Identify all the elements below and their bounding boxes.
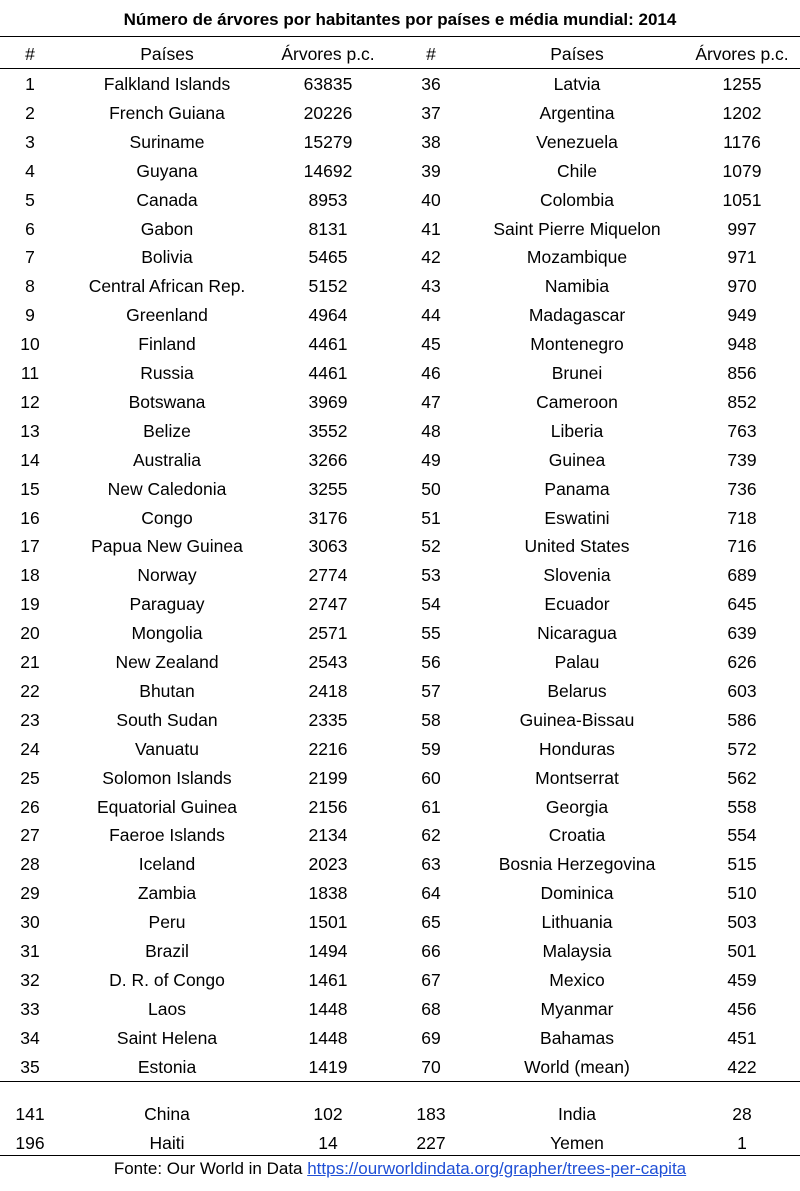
table-row [0, 70, 800, 98]
cell-country-left: Faeroe Islands [109, 825, 225, 846]
table-row [0, 590, 800, 618]
cell-country-right: United States [524, 536, 630, 557]
cell-trees-right: 718 [727, 507, 757, 528]
cell-trees-left: 3266 [308, 449, 348, 470]
source-footer [0, 1154, 800, 1184]
cell-trees-left: 8131 [308, 218, 348, 239]
cell-country-right: Georgia [545, 796, 609, 817]
cell-rank-left: 141 [15, 1104, 45, 1124]
cell-trees-right: 515 [727, 854, 757, 875]
cell-country-right: Belarus [547, 680, 607, 701]
cell-country-left: Peru [148, 912, 186, 933]
table-row [0, 619, 800, 647]
cell-rank-right: 69 [421, 1027, 441, 1048]
cell-rank-left: 17 [20, 536, 40, 557]
cell-country-left: Guyana [136, 160, 198, 181]
cell-rank-right: 41 [421, 218, 441, 239]
cell-country-left: Vanuatu [135, 738, 199, 759]
cell-rank-right: 63 [421, 854, 441, 875]
cell-country-left: Bhutan [139, 680, 195, 701]
cell-country-right: Madagascar [528, 305, 626, 326]
cell-rank-right: 49 [421, 449, 441, 470]
table-row [0, 561, 800, 589]
cell-trees-right: 970 [727, 276, 757, 297]
cell-rank-left: 26 [20, 796, 40, 817]
cell-country-left: Botswana [128, 391, 206, 412]
cell-trees-right: 554 [727, 825, 757, 846]
cell-trees-left: 14 [318, 1133, 338, 1153]
table-row [0, 388, 800, 416]
cell-country-left: D. R. of Congo [109, 969, 225, 990]
cell-country-right: Mexico [549, 969, 605, 990]
table-row [0, 793, 800, 821]
table-row [0, 504, 800, 532]
cell-rank-left: 23 [20, 709, 40, 730]
cell-rank-right: 46 [421, 363, 441, 383]
cell-rank-right: 36 [421, 74, 441, 94]
table-row [0, 446, 800, 474]
cell-trees-left: 4461 [308, 363, 348, 383]
cell-trees-left: 1448 [308, 1027, 348, 1048]
cell-country-left: Saint Helena [116, 1027, 218, 1048]
cell-rank-left: 9 [25, 305, 35, 326]
cell-trees-left: 2571 [308, 623, 348, 644]
cell-country-left: Congo [141, 507, 193, 528]
cell-trees-right: 971 [727, 247, 757, 268]
cell-rank-right: 227 [416, 1133, 446, 1153]
cell-country-left: Zambia [137, 883, 197, 904]
cell-trees-right: 1079 [722, 160, 762, 181]
table-row [0, 532, 800, 560]
table-row [0, 850, 800, 878]
cell-rank-right: 37 [421, 102, 441, 123]
cell-rank-left: 8 [25, 276, 35, 297]
cell-country-left: Russia [140, 363, 194, 383]
cell-country-left: New Caledonia [107, 478, 227, 499]
cell-trees-right: 1255 [722, 74, 762, 94]
cell-rank-right: 62 [421, 825, 441, 846]
cell-trees-left: 3063 [308, 536, 348, 557]
cell-country-left: Belize [143, 420, 191, 441]
cell-trees-right: 997 [727, 218, 757, 239]
cell-country-left: Haiti [149, 1133, 185, 1153]
cell-country-right: Montenegro [530, 334, 624, 355]
cell-trees-left: 1419 [308, 1056, 348, 1077]
cell-rank-right: 48 [421, 420, 441, 441]
cell-country-right: Saint Pierre Miquelon [493, 218, 661, 239]
cell-trees-left: 2747 [308, 594, 348, 615]
cell-country-right: Croatia [548, 825, 606, 846]
table-row [0, 157, 800, 185]
cell-country-right: Slovenia [543, 565, 611, 586]
table-row [0, 966, 800, 994]
cell-country-right: Latvia [553, 74, 601, 94]
cell-trees-right: 1 [737, 1133, 747, 1153]
table-row [0, 186, 800, 214]
cell-country-right: Ecuador [544, 594, 610, 615]
cell-rank-right: 54 [421, 594, 441, 615]
cell-trees-left: 3552 [308, 420, 348, 441]
table-row [0, 908, 800, 936]
cell-country-left: Suriname [129, 131, 205, 152]
cell-trees-right: 639 [727, 623, 757, 644]
cell-rank-right: 40 [421, 189, 441, 210]
cell-country-right: Brunei [551, 363, 603, 383]
cell-trees-right: 689 [727, 565, 757, 586]
cell-trees-left: 15279 [303, 131, 353, 152]
cell-trees-right: 501 [727, 941, 757, 961]
cell-rank-right: 65 [421, 912, 441, 933]
cell-country-left: Gabon [140, 218, 194, 239]
header-rank-left: # [25, 44, 35, 64]
cell-rank-right: 57 [421, 680, 441, 701]
extra-table-row [0, 1100, 800, 1128]
cell-trees-right: 736 [727, 478, 757, 499]
cell-country-left: Bolivia [141, 247, 193, 268]
cell-trees-left: 63835 [303, 74, 353, 94]
cell-rank-left: 2 [25, 102, 35, 123]
header-trees-right: Árvores p.c. [695, 44, 789, 64]
cell-rank-right: 70 [421, 1056, 441, 1077]
cell-country-right: Cameroon [536, 391, 618, 412]
table-row [0, 735, 800, 763]
cell-trees-left: 2543 [308, 652, 348, 672]
cell-rank-left: 28 [20, 854, 40, 875]
cell-trees-right: 503 [727, 912, 757, 933]
cell-country-left: Falkland Islands [103, 74, 231, 94]
cell-rank-left: 27 [20, 825, 40, 846]
cell-trees-left: 2216 [308, 738, 348, 759]
cell-trees-left: 1501 [308, 912, 348, 933]
cell-rank-right: 67 [421, 969, 441, 990]
cell-country-right: Myanmar [540, 998, 614, 1019]
table-row [0, 1053, 800, 1081]
cell-trees-right: 572 [727, 738, 757, 759]
cell-rank-right: 39 [421, 160, 441, 181]
cell-country-left: China [144, 1104, 190, 1124]
cell-trees-right: 603 [727, 680, 757, 701]
cell-trees-right: 451 [727, 1027, 757, 1048]
cell-trees-right: 645 [727, 594, 757, 615]
cell-country-right: Colombia [540, 189, 614, 210]
cell-rank-right: 64 [421, 883, 441, 904]
cell-rank-right: 61 [421, 796, 441, 817]
cell-trees-left: 3969 [308, 391, 348, 412]
cell-trees-left: 1494 [308, 941, 348, 961]
table-row [0, 417, 800, 445]
header-country-left: Países [140, 44, 194, 64]
table-row [0, 215, 800, 243]
cell-rank-right: 45 [421, 334, 441, 355]
cell-trees-left: 2418 [308, 680, 348, 701]
cell-country-right: Bosnia Herzegovina [498, 854, 656, 875]
cell-country-right: Palau [554, 652, 600, 672]
cell-rank-left: 33 [20, 998, 40, 1019]
cell-trees-right: 510 [727, 883, 757, 904]
cell-country-left: Brazil [145, 941, 189, 961]
cell-country-left: Equatorial Guinea [96, 796, 238, 817]
cell-trees-left: 2774 [308, 565, 348, 586]
table-row [0, 243, 800, 271]
cell-rank-left: 14 [20, 449, 40, 470]
cell-country-left: Canada [136, 189, 198, 210]
cell-country-left: Paraguay [129, 594, 205, 615]
cell-country-left: Australia [132, 449, 202, 470]
cell-rank-left: 6 [25, 218, 35, 239]
cell-rank-left: 20 [20, 623, 40, 644]
cell-rank-left: 196 [15, 1133, 45, 1153]
cell-rank-left: 12 [20, 391, 40, 412]
cell-rank-left: 16 [20, 507, 40, 528]
cell-country-left: Mongolia [131, 623, 203, 644]
cell-rank-left: 34 [20, 1027, 40, 1048]
source-label: Fonte: Our World in Data [113, 1159, 308, 1178]
cell-trees-left: 3176 [308, 507, 348, 528]
table-row [0, 475, 800, 503]
cell-trees-left: 4964 [308, 305, 348, 326]
cell-rank-right: 59 [421, 738, 441, 759]
cell-rank-left: 30 [20, 912, 40, 933]
cell-trees-right: 763 [727, 420, 757, 441]
table-row [0, 706, 800, 734]
table-row [0, 301, 800, 329]
cell-country-left: Papua New Guinea [91, 536, 243, 557]
cell-trees-right: 459 [727, 969, 757, 990]
cell-country-left: Norway [137, 565, 197, 586]
table-row [0, 879, 800, 907]
cell-trees-right: 562 [727, 767, 757, 788]
cell-rank-left: 35 [20, 1056, 40, 1077]
cell-rank-left: 4 [25, 160, 35, 181]
cell-country-right: Namibia [544, 276, 610, 297]
cell-rank-left: 29 [20, 883, 40, 904]
table-row [0, 272, 800, 300]
cell-rank-left: 32 [20, 969, 40, 990]
cell-rank-left: 22 [20, 680, 40, 701]
cell-rank-right: 42 [421, 247, 441, 268]
cell-trees-right: 626 [727, 652, 757, 672]
cell-country-right: Lithuania [541, 912, 613, 933]
cell-trees-right: 586 [727, 709, 757, 730]
cell-country-right: Venezuela [536, 131, 618, 152]
cell-trees-right: 1051 [722, 189, 762, 210]
cell-trees-left: 102 [313, 1104, 343, 1124]
cell-trees-right: 856 [727, 363, 757, 383]
cell-rank-right: 56 [421, 652, 441, 672]
cell-trees-right: 739 [727, 449, 757, 470]
cell-rank-right: 51 [421, 507, 441, 528]
cell-country-right: Chile [557, 160, 597, 181]
header-country-right: Países [550, 44, 604, 64]
cell-country-right: Dominica [540, 883, 614, 904]
cell-rank-right: 47 [421, 391, 441, 412]
cell-rank-left: 25 [20, 767, 40, 788]
cell-trees-left: 2134 [308, 825, 348, 846]
cell-trees-left: 2156 [308, 796, 348, 817]
cell-country-left: Greenland [126, 305, 208, 326]
cell-trees-left: 1461 [308, 969, 348, 990]
cell-rank-right: 66 [421, 941, 441, 961]
cell-country-left: South Sudan [116, 709, 218, 730]
table-row [0, 764, 800, 792]
cell-trees-right: 1176 [723, 131, 761, 152]
cell-rank-left: 18 [20, 565, 40, 586]
cell-rank-left: 1 [25, 74, 35, 94]
cell-country-left: Estonia [137, 1056, 197, 1077]
cell-rank-left: 11 [20, 363, 40, 383]
cell-country-right: India [558, 1104, 596, 1124]
cell-trees-right: 716 [727, 536, 757, 557]
cell-trees-right: 422 [727, 1056, 757, 1077]
cell-trees-right: 558 [727, 796, 757, 817]
header-divider [0, 68, 800, 69]
cell-country-right: Bahamas [540, 1027, 614, 1048]
table-row [0, 821, 800, 849]
cell-rank-right: 68 [421, 998, 441, 1019]
cell-rank-right: 52 [421, 536, 441, 557]
cell-rank-right: 53 [421, 565, 441, 586]
cell-trees-left: 3255 [308, 478, 348, 499]
table-row [0, 677, 800, 705]
cell-rank-left: 31 [20, 941, 40, 961]
cell-rank-right: 50 [421, 478, 441, 499]
cell-rank-left: 3 [25, 131, 35, 152]
cell-country-right: Guinea-Bissau [519, 709, 635, 730]
cell-country-left: Laos [148, 998, 186, 1019]
cell-rank-left: 7 [25, 247, 35, 268]
table-row [0, 99, 800, 127]
cell-country-left: New Zealand [115, 652, 219, 672]
cell-trees-right: 948 [727, 334, 757, 355]
cell-trees-right: 1202 [722, 102, 762, 123]
cell-trees-left: 4461 [308, 334, 348, 355]
cell-rank-left: 13 [20, 420, 40, 441]
cell-country-left: Finland [138, 334, 196, 355]
cell-country-right: Eswatini [544, 507, 610, 528]
cell-trees-right: 852 [727, 391, 757, 412]
section-divider [0, 1081, 800, 1082]
cell-trees-left: 1448 [308, 998, 348, 1019]
cell-country-right: Argentina [539, 102, 615, 123]
cell-trees-right: 456 [727, 998, 757, 1019]
cell-trees-left: 5465 [308, 247, 348, 268]
cell-rank-right: 38 [421, 131, 441, 152]
cell-trees-left: 2199 [308, 767, 348, 788]
cell-rank-left: 19 [20, 594, 40, 615]
cell-country-right: Montserrat [535, 767, 619, 788]
cell-country-left: French Guiana [109, 102, 225, 123]
cell-country-right: Nicaragua [537, 623, 617, 644]
title-divider [0, 36, 800, 37]
table-header-row [0, 40, 800, 68]
table-row [0, 937, 800, 965]
cell-rank-left: 5 [25, 189, 35, 210]
cell-country-left: Solomon Islands [102, 767, 232, 788]
cell-rank-right: 55 [421, 623, 441, 644]
source-link[interactable]: https://ourworldindata.org/grapher/trees-per-capita [307, 1159, 687, 1178]
table-title: Número de árvores por habitantes por países e média mundial: 2014 [123, 10, 677, 29]
cell-country-right: Malaysia [542, 941, 612, 961]
cell-rank-right: 44 [421, 305, 441, 326]
cell-country-left: Iceland [138, 854, 196, 875]
cell-rank-right: 60 [421, 767, 441, 788]
cell-rank-left: 15 [20, 478, 40, 499]
cell-country-right: Liberia [550, 420, 604, 441]
cell-country-left: Central African Rep. [88, 276, 246, 297]
cell-rank-right: 43 [421, 276, 441, 297]
cell-country-right: World (mean) [524, 1056, 630, 1077]
cell-rank-left: 24 [20, 738, 40, 759]
table-row [0, 648, 800, 676]
cell-trees-left: 20226 [303, 102, 353, 123]
cell-trees-right: 28 [732, 1104, 752, 1124]
cell-trees-left: 5152 [308, 276, 348, 297]
cell-trees-left: 1838 [308, 883, 348, 904]
cell-country-right: Panama [544, 478, 610, 499]
table-row [0, 330, 800, 358]
table-row [0, 1024, 800, 1052]
header-rank-right: # [426, 44, 436, 64]
cell-rank-left: 10 [20, 334, 40, 355]
cell-trees-left: 2335 [308, 709, 348, 730]
cell-trees-right: 949 [727, 305, 757, 326]
cell-country-right: Guinea [548, 449, 606, 470]
table-row [0, 359, 800, 387]
cell-trees-left: 14692 [303, 160, 353, 181]
cell-country-right: Mozambique [526, 247, 628, 268]
cell-trees-left: 8953 [308, 189, 348, 210]
table-row [0, 995, 800, 1023]
cell-trees-left: 2023 [308, 854, 348, 875]
cell-rank-right: 183 [416, 1104, 446, 1124]
cell-rank-right: 58 [421, 709, 441, 730]
table-row [0, 128, 800, 156]
cell-country-right: Yemen [550, 1133, 604, 1153]
cell-country-right: Honduras [539, 738, 615, 759]
header-trees-left: Árvores p.c. [281, 44, 375, 64]
cell-rank-left: 21 [20, 652, 40, 672]
extra-table-row [0, 1129, 800, 1157]
